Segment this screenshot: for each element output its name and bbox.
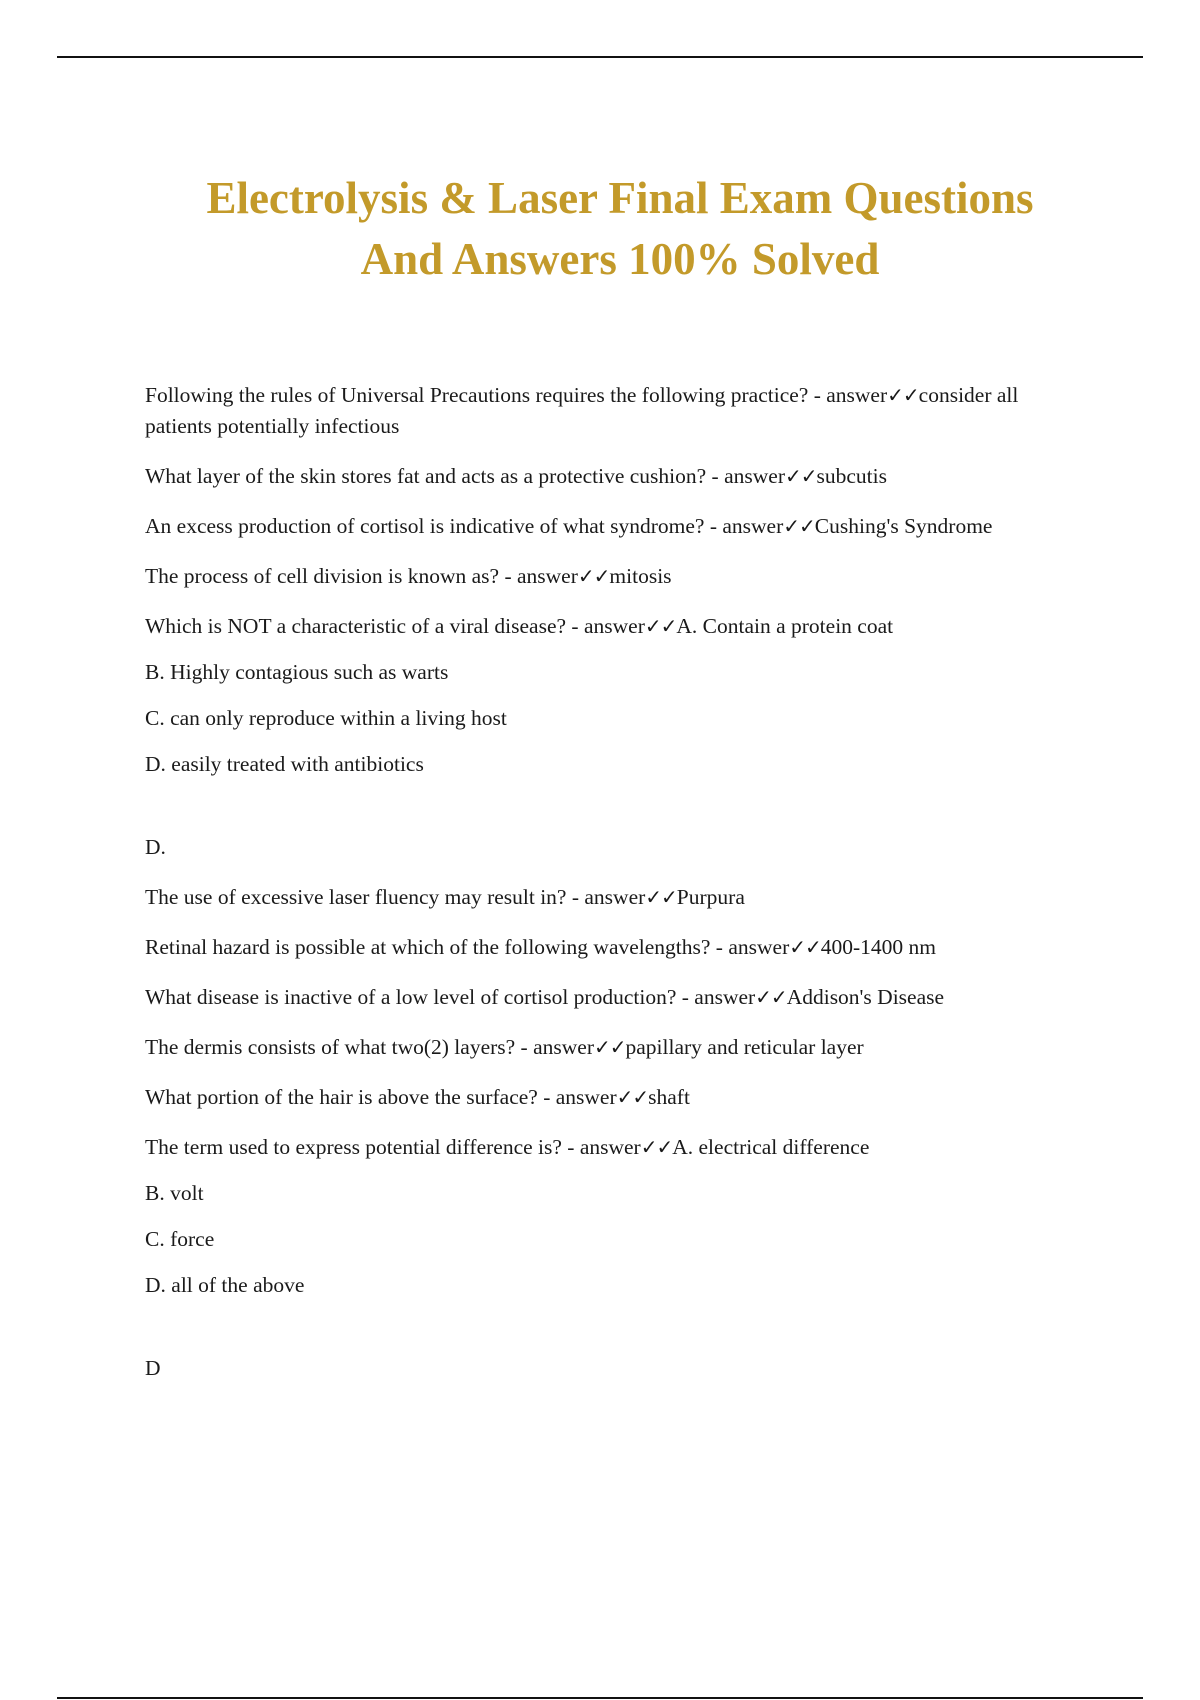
question-item (145, 1082, 1075, 1113)
double-check-icon: ✓✓ (593, 1035, 626, 1059)
double-check-icon: ✓✓ (644, 614, 677, 638)
question-text: Retinal hazard is possible at which of the following wavelengths? - (145, 935, 729, 959)
option-line: C. can only reproduce within a living host (145, 706, 507, 730)
question-item (145, 982, 1075, 1013)
question-item (145, 511, 1075, 542)
question-text: What disease is inactive of a low level of cortisol production? - (145, 985, 695, 1009)
option-line: C. force (145, 1227, 215, 1251)
top-rule (57, 56, 1143, 58)
answer-label: answer (694, 985, 756, 1009)
bottom-rule (57, 1697, 1143, 1699)
question-item (145, 932, 1075, 963)
double-check-icon: ✓✓ (887, 383, 919, 407)
question-item (145, 461, 1075, 492)
answer-label: answer (583, 614, 645, 638)
option-line: D. easily treated with antibiotics (145, 752, 424, 776)
title-line-1: Electrolysis & Laser Final Exam Questions (206, 173, 1034, 223)
question-text: The process of cell division is known as? - (145, 564, 517, 588)
answer-text: papillary and reticular layer (625, 1035, 864, 1059)
double-check-icon: ✓✓ (783, 514, 815, 538)
answer-label: answer (826, 383, 888, 407)
double-check-icon: ✓✓ (784, 464, 817, 488)
document-title (100, 168, 1140, 290)
double-check-icon: ✓✓ (640, 1135, 673, 1159)
question-item (145, 1032, 1075, 1063)
option-line: B. Highly contagious such as warts (145, 660, 449, 684)
answer-text: 400-1400 nm (820, 935, 937, 959)
double-check-icon: ✓✓ (616, 1085, 649, 1109)
answer-label: answer (517, 564, 578, 588)
answer-text: subcutis (816, 464, 887, 488)
option-line: B. volt (145, 1181, 204, 1205)
answer-text: Cushing's Syndrome (814, 514, 993, 538)
question-list (145, 380, 1075, 1403)
answer-text: Addison's Disease (786, 985, 945, 1009)
answer-label: answer (728, 935, 790, 959)
answer-label: answer (555, 1085, 617, 1109)
answer-label: answer (579, 1135, 641, 1159)
answer-text: Purpura (676, 885, 745, 909)
question-item (145, 380, 1075, 442)
question-text: Following the rules of Universal Precautions requires the following practice? - (145, 383, 827, 407)
question-item (145, 561, 1075, 592)
answer-key-line: D (145, 1356, 161, 1380)
answer-label: answer (584, 885, 646, 909)
double-check-icon: ✓✓ (789, 935, 821, 959)
question-text: Which is NOT a characteristic of a viral disease? - (145, 614, 584, 638)
answer-key-line: D. (145, 835, 166, 859)
double-check-icon: ✓✓ (755, 985, 787, 1009)
double-check-icon: ✓✓ (645, 885, 677, 909)
option-line: D. all of the above (145, 1273, 305, 1297)
question-text: What layer of the skin stores fat and acts as a protective cushion? - (145, 464, 725, 488)
question-item (145, 1132, 1075, 1163)
question-item (145, 611, 1075, 642)
question-text: The term used to express potential difference is? - (145, 1135, 580, 1159)
answer-label: answer (722, 514, 784, 538)
answer-label: answer (724, 464, 785, 488)
answer-label: answer (533, 1035, 594, 1059)
question-text: The use of excessive laser fluency may result in? - (145, 885, 585, 909)
question-text: An excess production of cortisol is indicative of what syndrome? - (145, 514, 723, 538)
question-text: What portion of the hair is above the surface? - (145, 1085, 556, 1109)
answer-text: consider all patients potentially infectious (145, 383, 1019, 438)
answer-text: A. electrical difference (672, 1135, 870, 1159)
answer-text: shaft (648, 1085, 690, 1109)
answer-text: A. Contain a protein coat (676, 614, 894, 638)
answer-text: mitosis (609, 564, 672, 588)
double-check-icon: ✓✓ (577, 564, 610, 588)
question-text: The dermis consists of what two(2) layers? - (145, 1035, 534, 1059)
title-line-2: And Answers 100% Solved (360, 234, 880, 284)
question-item (145, 882, 1075, 913)
